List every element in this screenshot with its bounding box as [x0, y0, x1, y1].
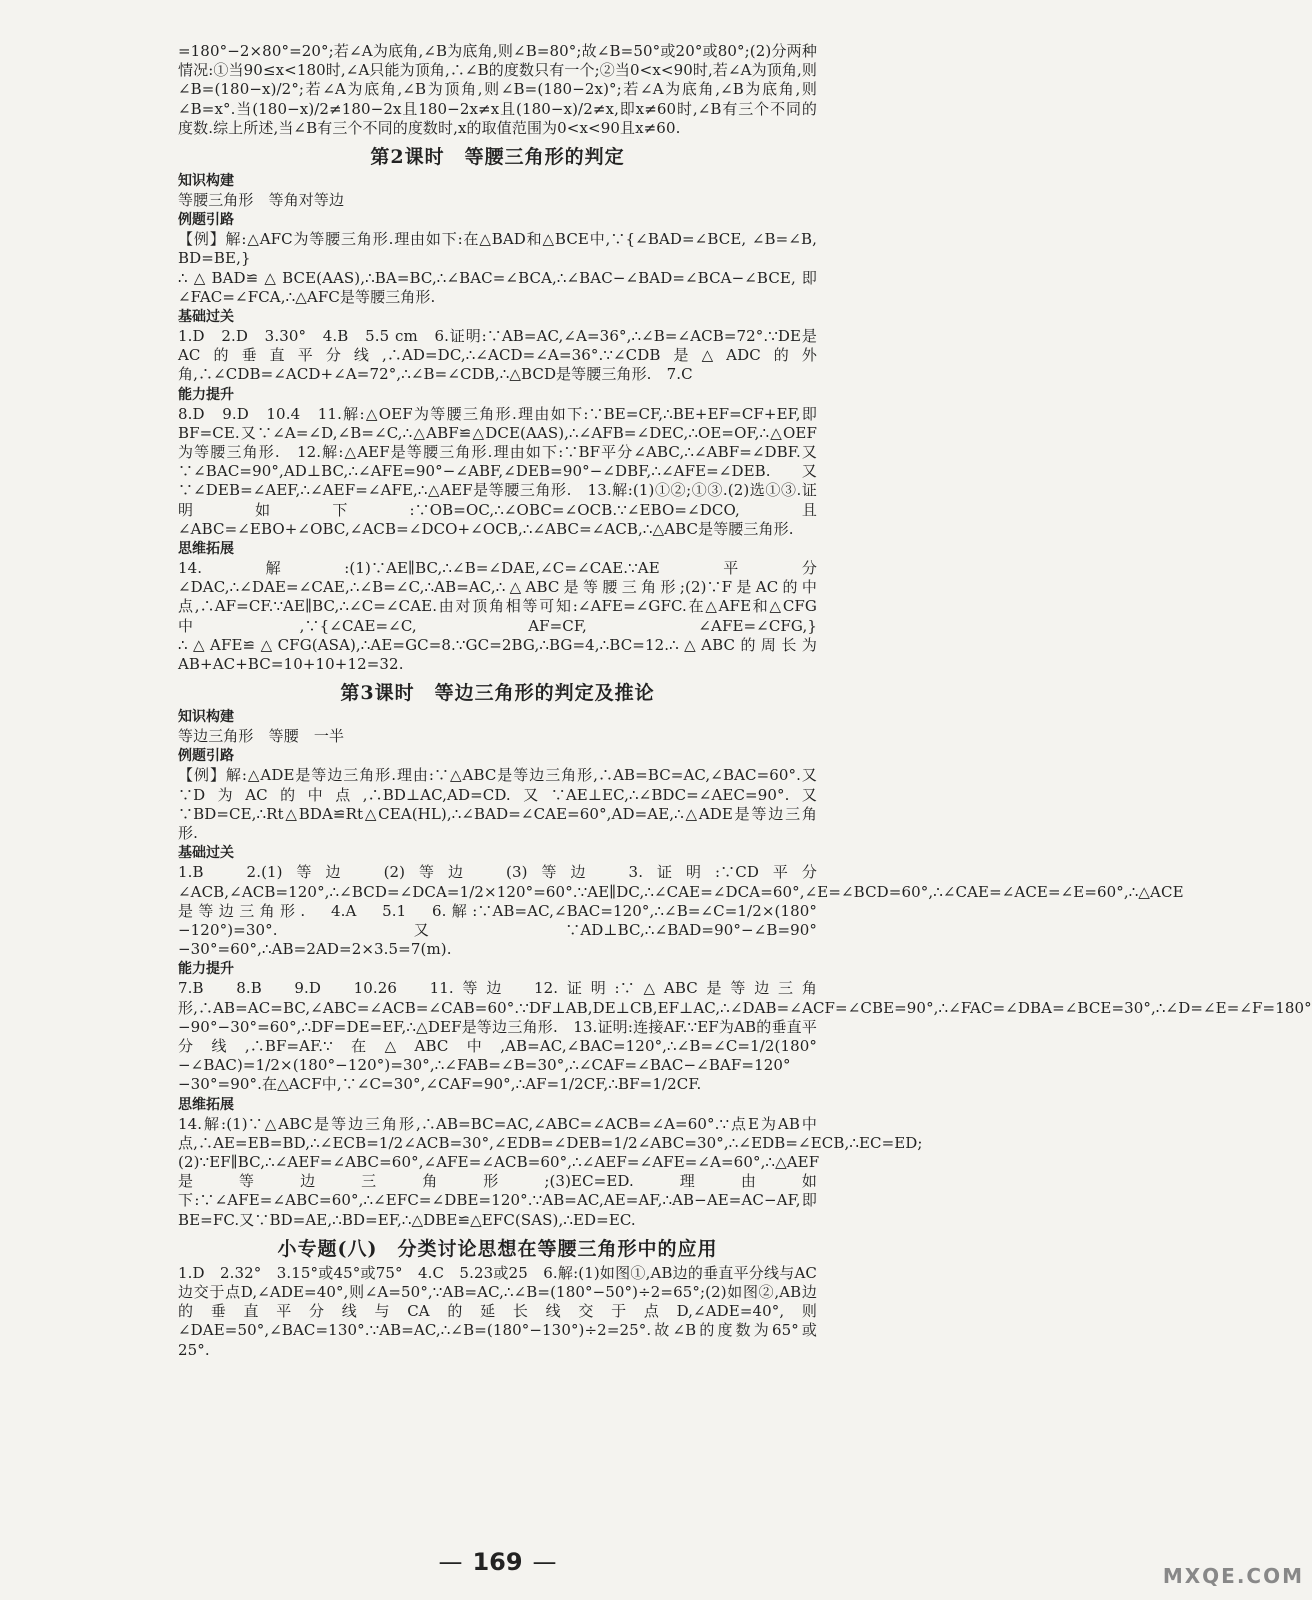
paragraph: 8.D 9.D 10.4 11.解:△OEF为等腰三角形.理由如下:∵BE=CF,∴BE+EF=CF+EF,即BF=CE.又∵∠A=∠D,∠B=∠C,∴△ABF≌△DCE(AAS),∴∠AFB=∠DEC,∴OE=OF,∴△OEF为等腰三角形. 12.解:△AEF是等腰三角形.理由如下:∵BF平分∠ABC,∴∠ABF=∠DBF.又∵∠BAC=90°,AD⊥BC,∴∠AFE=90°−∠ABF,∠DEB=90°−∠DBF,∴∠AFE=∠DEB.又∵∠DEB=∠AEF,∴∠AEF=∠AFE,∴△AEF是等腰三角形. 13.解:(1)①②;①③.(2)选①③.证明如下:∵OB=OC,∴∠OBC=∠OCB.∵∠EBO=∠DCO,且∠ABC=∠EBO+∠OBC,∠ACB=∠DCO+∠OCB,∴∠ABC=∠ACB,∴△ABC是等腰三角形. — [178, 404, 817, 538]
paragraph: 等边三角形 等腰 一半 — [178, 727, 345, 746]
paragraph: 14.解:(1)∵△ABC是等边三角形,∴AB=BC=AC,∠ABC=∠ACB=∠A=60°.∵点E为AB中点,∴AE=EB=BD,∴∠ECB=1/2∠ACB=30°,∠EDB=∠DEB=1/2∠ABC=30°,∴∠EDB=∠ECB,∴EC=ED;(2)∵EF∥BC,∴∠AEF=∠ABC=60°,∠AFE=∠ACB=60°,∴∠AEF=∠AFE=∠A=60°,∴△AEF是等边三角形;(3)EC=ED.理由如下:∵∠AFE=∠ABC=60°,∴∠EFC=∠DBE=120°.∵AB=AC,AE=AF,∴AB−AE=AC−AF,即BE=FC.又∵BD=AE,∴BD=EF,∴△DBE≌△EFC(SAS),∴ED=EC. — [178, 1114, 923, 1229]
section-heading: 第2课时 等腰三角形的判定 — [370, 146, 625, 169]
watermark: MXQE.COM — [1162, 1564, 1304, 1588]
paragraph: 【例】解:△ADE是等边三角形.理由:∵△ABC是等边三角形,∴AB=BC=AC,∠BAC=60°.又∵D为AC的中点,∴BD⊥AC,AD=CD.又∵AE⊥EC,∴∠BDC=∠AEC=90°.又∵BD=CE,∴Rt△BDA≌Rt△CEA(HL),∴∠BAD=∠CAE=60°,AD=AE,∴△ADE是等边三角形. — [178, 766, 817, 843]
subheading: 基础过关 — [178, 309, 234, 326]
page-number-value: 169 — [472, 1548, 523, 1576]
paragraph: =180°−2×80°=20°;若∠A为底角,∠B为底角,则∠B=80°;故∠B=50°或20°或80°;(2)分两种情况:①当90≤x<180时,∠A只能为顶角,∴∠B的度数只有一个;②当0<x<90时,若∠A为顶角,则∠B=(180−x)/2°;若∠A为底角,∠B为顶角,则∠B=(180−2x)°;若∠A为底角,∠B为底角,则∠B=x°.当(180−x)/2≠180−2x且180−2x≠x且(180−x)/2≠x,即x≠60时,∠B有三个不同的度数.综上所述,当∠B有三个不同的度数时,x的取值范围为0<x<90且x≠60. — [178, 42, 817, 137]
subheading: 基础过关 — [178, 845, 234, 862]
subheading: 例题引路 — [178, 748, 234, 765]
dash-left: — — [438, 1548, 463, 1576]
section-heading: 第3课时 等边三角形的判定及推论 — [340, 682, 655, 705]
section-heading: 小专题(八) 分类讨论思想在等腰三角形中的应用 — [277, 1237, 718, 1260]
subheading: 思维拓展 — [178, 541, 234, 558]
subheading: 思维拓展 — [178, 1096, 234, 1113]
paragraph: 1.D 2.D 3.30° 4.B 5.5 cm 6.证明:∵AB=AC,∠A=36°,∴∠B=∠ACB=72°.∵DE是AC的垂直平分线,∴AD=DC,∴∠ACD=∠A=36°.∵∠CDB是△ADC的外角,∴∠CDB=∠ACD+∠A=72°,∴∠B=∠CDB,∴△BCD是等腰三角形. 7.C — [178, 327, 817, 384]
subheading: 能力提升 — [178, 961, 234, 978]
paragraph: 1.B 2.(1)等边 (2)等边 (3)等边 3.证明:∵CD平分∠ACB,∠ACB=120°,∴∠BCD=∠DCA=1/2×120°=60°.∵AE∥DC,∴∠CAE=∠DCA=60°,∠E=∠BCD=60°,∴∠CAE=∠ACE=∠E=60°,∴△ACE是等边三角形. 4.A 5.1 6.解:∵AB=AC,∠BAC=120°,∴∠B=∠C=1/2×(180°−120°)=30°.又∵AD⊥BC,∴∠BAD=90°−∠B=90°−30°=60°,∴AB=2AD=2×3.5=7(m). — [178, 863, 1184, 959]
subheading: 例题引路 — [178, 212, 234, 229]
subheading: 能力提升 — [178, 386, 234, 403]
paragraph: 7.B 8.B 9.D 10.26 11.等边 12.证明:∵△ABC是等边三角形,∴AB=AC=BC,∠ABC=∠ACB=∠CAB=60°.∵DF⊥AB,DE⊥CB,EF⊥AC,∴∠DAB=∠ACF=∠CBE=90°,∴∠FAC=∠DBA=∠BCE=30°,∴∠D=∠E=∠F=180°−90°−30°=60°,∴DF=DE=EF,∴△DEF是等边三角形. 13.证明:连接AF.∵EF为AB的垂直平分线,∴BF=AF.∵在△ABC中,AB=AC,∠BAC=120°,∴∠B=∠C=1/2(180°−∠BAC)=1/2×(180°−120°)=30°,∴∠FAB=∠B=30°,∴∠CAF=∠BAC−∠BAF=120°−30°=90°.在△ACF中,∵∠C=30°,∠CAF=90°,∴AF=1/2CF,∴BF=1/2CF. — [178, 979, 1312, 1094]
subheading: 知识构建 — [178, 709, 234, 726]
subheading: 知识构建 — [178, 173, 234, 190]
paragraph: 1.D 2.32° 3.15°或45°或75° 4.C 5.23或25 6.解:(1)如图①,AB边的垂直平分线与AC边交于点D,∠ADE=40°,则∠A=50°,∵AB=AC,∴∠B=(180°−50°)÷2=65°;(2)如图②,AB边的垂直平分线与CA的延长线交于点D,∠ADE=40°,则∠DAE=50°,∠BAC=130°.∵AB=AC,∴∠B=(180°−130°)÷2=25°.故∠B的度数为65°或25°. — [178, 1263, 817, 1359]
paragraph: 【例】解:△AFC为等腰三角形.理由如下:在△BAD和△BCE中,∵{∠BAD=∠BCE, ∠B=∠B, BD=BE,} ∴△BAD≌△BCE(AAS),∴BA=BC,∴∠BAC=∠BCA,∴∠BAC−∠BAD=∠BCA−∠BCE,即∠FAC=∠FCA,∴△AFC是等腰三角形. — [178, 230, 817, 306]
page-number — [0, 1548, 995, 1576]
paragraph: 等腰三角形 等角对等边 — [178, 191, 345, 210]
dash-right: — — [532, 1548, 557, 1576]
paragraph: 14.解:(1)∵AE∥BC,∴∠B=∠DAE,∠C=∠CAE.∵AE平分∠DAC,∴∠DAE=∠CAE,∴∠B=∠C,∴AB=AC,∴△ABC是等腰三角形;(2)∵F是AC的中点,∴AF=CF.∵AE∥BC,∴∠C=∠CAE.由对顶角相等可知:∠AFE=∠GFC.在△AFE和△CFG中,∵{∠CAE=∠C, AF=CF, ∠AFE=∠CFG,} ∴△AFE≌△CFG(ASA),∴AE=GC=8.∵GC=2BG,∴BG=4,∴BC=12.∴△ABC的周长为AB+AC+BC=10+10+12=32. — [178, 559, 817, 674]
